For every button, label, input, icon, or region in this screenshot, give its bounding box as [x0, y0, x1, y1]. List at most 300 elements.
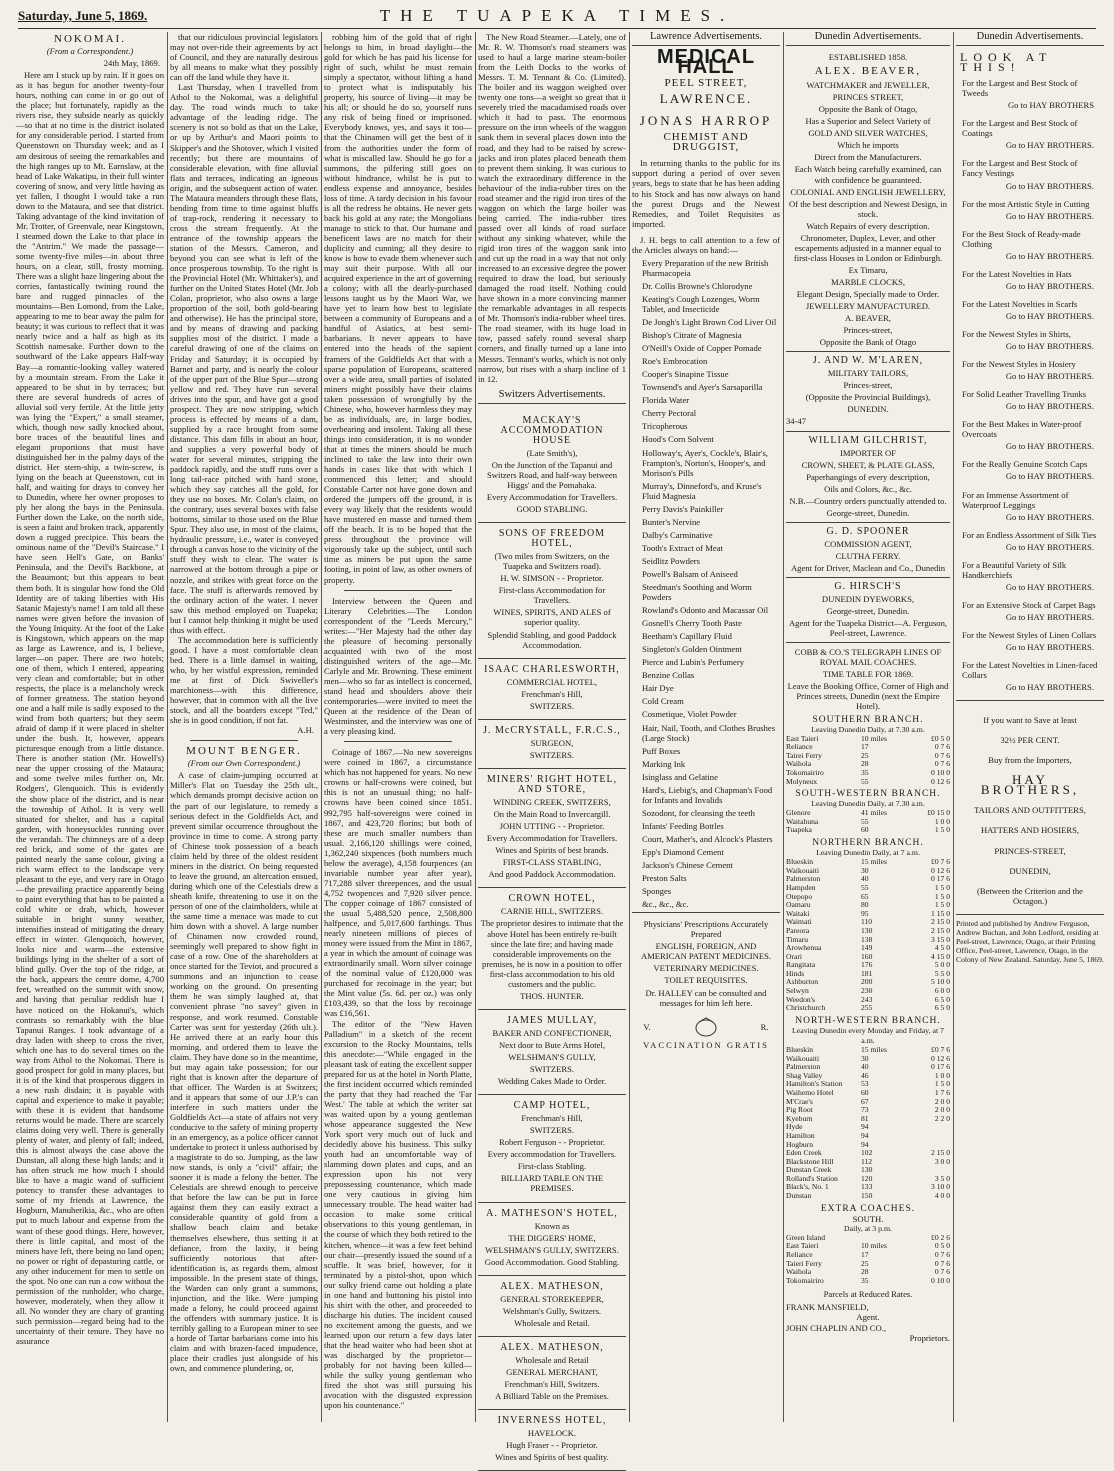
stop-fare: 0 7 6 [934, 1258, 950, 1268]
stop-name: M'Crae's [786, 1096, 813, 1106]
medicine-item: Bunter's Nervine [642, 516, 701, 527]
ad-line: Wedding Cakes Made to Order. [497, 1076, 607, 1087]
beaver-line: COLONIAL AND ENGLISH JEWELLERY, [790, 186, 946, 197]
stop-fare: 1 15 0 [931, 908, 950, 918]
beaver-line: A. BEAVER, [845, 313, 891, 324]
banner-line: LOOK AT THIS! [960, 50, 1053, 75]
stop-name: Hinds [786, 968, 805, 978]
article-paragraph: robbing him of the gold that of right belongs to him, in broad daylight—the gold for which he has paid his license for right of such, whilst he must remain simply a spectator, without lifting a hand to protect what is indisputably his property, his source of living—it may be his all; or should he do so, yourself runs any risk of being fined or imprisoned. Everybody knows, yes, and says it too—that the Chinamen will get the best of it from the authorities under the form of what is miscalled law. Should he go for a summons, the pilfering still goes on without hindrance, whilst he is put to endless expense and annoyance, besides loss of time. A tardy decision in his favour is all the redress he obtains. He never gets back his gold at any rate; the Mongolians manage to stick to that. Our humane and beneficent laws are no match for their duplicity and cunning; all they desire to know is how to evade them whenever such may suit their purpose. With all our acquired experience in the art of governing a colony; with all the dearly-purchased lessons taught us by the Maori War, we have yet to learn how best to legislate between a community of Europeans and a handful of Asiatics, at best semi-barbarians. It never appears to have entered into the heads of the sapient framers of the Goldfields Act that with a sparse population of Europeans, scattered over a wide area, small parties of isolated miners might possibly have their claims taken possession of wrongfully by the Chinese, who, however harmless they may be as individuals, are, in large bodies, overbearing and insolent. Taking all these things into consideration, it is no wonder that at times the miners should be much inclined to take the law into their own hands in cases like that with which I commenced this letter; and should Constable Carter not have gone down and ordered the jumpers off the ground, it is every way likely that the residents would have mustered en masse and turned them off the beach. It is to be hoped that the press throughout the province will vigorously take up the subject, until such time as miners be put upon the same footing, in point of law, as other owners of property. [324, 32, 472, 585]
hirsch-line: Agent for the Tuapeka District—A. Ferguson, Peel-street, Lawrence. [788, 618, 948, 639]
proprietors-line: Proprietors. [909, 1332, 950, 1343]
ad-line: SWITZERS. [529, 700, 575, 711]
beaver-line: Of the best description and Newest Design, in stock. [789, 198, 947, 219]
stop-miles: 17 [861, 742, 869, 752]
masthead [18, 4, 1096, 29]
stop-name: Shag Valley [786, 1070, 823, 1080]
spooner-line: COMMISSION AGENT, [824, 538, 912, 549]
stop-fare: 0 7 6 [934, 750, 950, 760]
hay-entry-go: Go to HAY BROTHERS. [1005, 642, 1094, 653]
ad-line: Frenchman's Hill, Switzers. [504, 1379, 600, 1390]
hay-entry-line: For an Extensive Stock of Carpet Bags [962, 599, 1096, 610]
hay-entry-line: For the most Artistic Style in Cutting [962, 198, 1090, 209]
medicine-item: Keating's Cough Lozenges, Worm Tablet, and Insecticide [642, 293, 760, 314]
medicine-item: Court, Mather's, and Alcock's Plasters [642, 833, 773, 844]
stop-fare: 2 15 0 [931, 917, 950, 927]
stop-fare: 1 7 6 [934, 1087, 950, 1097]
stop-name: Green Island [786, 1232, 826, 1242]
trade-line: CHEMIST AND DRUGGIST, [663, 131, 749, 154]
medicine-item: De Jongh's Light Brown Cod Liver Oil [642, 317, 777, 328]
ad-line: Frenchman's Hill, [521, 688, 583, 699]
stop-miles: 110 [861, 917, 873, 927]
hirsch-line: George-street, Dunedin. [826, 606, 910, 617]
ad-line: On the Junction of the Tapanui and Switzers Road, and half-way between Higgs' and the Pomahaka. [486, 459, 618, 490]
patent-line: ENGLISH, FOREIGN, AND AMERICAN PATENT MEDICINES. [640, 941, 772, 962]
medicine-item: Rowland's Odonto and Macassar Oil [642, 605, 769, 616]
article-paragraph: The editor of the "New Haven Palladium" in a sketch of the recent excursion to the Rocky Mountains, tells this anecdote:—"While engaged in the pleasant task of eating the excellent supper prepared for us at the hotel in North Platte, the first incident occurred which reminded the party that they had reached the 'Far West.' The table at which the writer sat was waited upon by a young gentleman whose appearance suggested the New York sport very much out of luck and decidedly above his business. This sulky youth had an uncomfortable way of slamming down plates and cups, and an expression upon his not very prepossessing countenance, which made one very cautious in giving him unnecessary trouble. The head waiter had occasion to make some critical observations to this young gentleman, in the course of which they both retired to the kitchen, whence—it was a few feet behind our chair—presently issued the sound of a scuffle. It was brief, however, for it terminated by a pistol-shot, upon which our sulky friend came out holding a plate in one hand and buttoning his pistol into his shirt with the other, and proceeded to discharge his duties. The incident caused no excitement among the guests, and we learned upon our return a few days later that the head waiter who had been shot at was discharged by the proprietor—probably for not having been killed—while the sulky young gentleman who fired the shot was still pursuing his avocation with the disgusted expression upon his countenance." [324, 1018, 472, 1411]
hay-entry-line: For the Newest Styles in Shirts, [962, 328, 1071, 339]
stop-miles: 25 [861, 750, 869, 760]
crest-left: V. [643, 1021, 651, 1032]
toilet-line: TOILET REQUISITES. [664, 975, 748, 986]
stop-miles: 35 [861, 1275, 869, 1285]
beaver-line: Which he imports [837, 140, 899, 151]
hay-entry-line: For the Newest Styles in Hosiery [962, 359, 1076, 370]
stop-fare: 0 12 6 [931, 865, 950, 875]
ad-code: 34-47 [786, 416, 807, 427]
medicine-item: Beetham's Capillary Fluid [642, 631, 732, 642]
ad-line: COMMERCIAL HOTEL, [506, 676, 598, 687]
medicine-item: Gosnell's Cherry Tooth Paste [642, 618, 742, 629]
mclaren-line: Princes-street, [843, 380, 893, 391]
stop-name: Black's, No. 1 [786, 1182, 829, 1192]
stop-name: Tuapeka [786, 825, 812, 835]
stop-miles: 73 [861, 1105, 869, 1115]
stop-name: Waimati [786, 917, 812, 927]
ad-line: Every Accommodation for Travellers. [486, 492, 618, 503]
stop-fare: 2 0 0 [934, 1105, 950, 1115]
vet-line: VETERINARY MEDICINES. [653, 963, 759, 974]
stop-miles: 10 miles [861, 733, 887, 743]
cobb-line: TIME TABLE FOR 1869. [822, 669, 914, 680]
save-line: If you want to Save at least [983, 715, 1077, 726]
article-paragraph: Last Thursday, when I travelled from Athol to the Nokomai, was a delightful day. The road winds much to take advantage of the leading ridge. The scenery is not so bold as that on the Lake, or up by Arthur's and Maori points to Skipper's and the Shotover, which I visited recently; but there are mountains of considerable elevation, with fine alluvial flats and terraces, indicating an igneous origin, and the subsequent action of water. The Mataura meanders through these flats, bending from time to time against bluffs of trap-rock, rendering it necessary to cross the stream frequently. At the entrance of the township appears the station of the Messrs. Cameron, and beyond you can see what is left of the once prosperous township. To the right is the Provincial Hotel (Mr. Whittaker's), and further on the United States Hotel (Mr. Job Colan, proprietor, who also owns a large proportion of the soil, both gold-bearing and otherwise). He has the principal store, and by means of drawing and packing supplies most of the district. I made a careful drawing of one of the claims on Friday and Saturday; it is occupied by Barnet and party, and is nearly the colour of the upper part of the Blue Spur—strong yellow and red. They have run several drives into the spur, and have got a good prospect. They are now stripping, which process is effected by means of a dam, supplied by a race brought from some distance. This dam fills in about an hour, and supplies a very powerful body of water for several minutes, stripping the paddock rapidly, and the stuff runs over a long tail-race pitched with hard stone, which they say catches all the gold, for they use no boxes. Mr. Colan's claim, on the contrary, uses several boxes with false bottoms, similar to those used on the Blue Spur. They also use, in most of the claims, hydraulic pressure, i.e., water is conveyed through a canvas hose to the vicinity of the stuff they wish to clear. The water is narrowed at the bottom through a pipe or nozzle, and strikes with great force on the face. The stuff is afterwards removed by the ordinary action of the water. I never saw this method employed on Tuapeka; but I cannot help thinking it might be used thus with effect. [170, 82, 318, 635]
stop-name: Tokomairiro [786, 1275, 824, 1285]
stop-fare: 0 7 6 [934, 1267, 950, 1277]
ad-line: (Two miles from Switzers, on the Tuapeka and Switzers road). [494, 551, 610, 572]
ad-line: Known as [534, 1220, 570, 1231]
ad-heading: ALEX. MATHESON, [500, 1280, 604, 1292]
timetable-note: Daily, at 3 p.m. [844, 1223, 892, 1233]
stop-miles: 10 miles [861, 1241, 887, 1251]
stop-name: Dunstan Creek [786, 1165, 832, 1175]
stop-name: Waitahuna [786, 816, 819, 826]
ad-line: Wines and Spirits of best brands. [495, 845, 609, 856]
medicine-item: Tricopherous [642, 421, 688, 432]
timetable-note: Leaving Dunedin Daily, at 7 a.m. [816, 848, 920, 858]
chaplin-line: JOHN CHAPLIN AND CO., [786, 1322, 887, 1333]
cobb-line: Leave the Booking Office, Corner of High and Princes streets, Dunedin (next the Empire Hotel). [787, 681, 949, 712]
spooner-line: CLUTHA FERRY. [835, 550, 901, 561]
stop-fare: 3 0 0 [934, 1156, 950, 1166]
stop-name: Hogburn [786, 1139, 813, 1149]
ad-line: First-class Accommodation for Travellers. [498, 585, 606, 606]
stop-name: Reliance [786, 1250, 813, 1259]
stop-name: Pig Root [786, 1105, 813, 1115]
stop-name: Waikouaiti [786, 1053, 820, 1063]
timetable-title: NORTH-WESTERN BRANCH. [795, 1015, 941, 1026]
gilchrist-line: CROWN, SHEET, & PLATE GLASS, [801, 459, 935, 470]
switzers-ad [478, 410, 626, 523]
medicine-item: Powell's Balsam of Aniseed [642, 568, 738, 579]
stop-fare: 5 5 0 [934, 968, 950, 978]
medicine-item: Seidlitz Powders [642, 555, 701, 566]
switzers-ad [478, 1095, 626, 1202]
timetable-row [786, 1277, 950, 1286]
stop-name: Palmerston [786, 1062, 821, 1072]
hirsch-line: G. HIRSCH'S [834, 581, 902, 593]
firm-trade2: HATTERS AND HOSIERS, [980, 825, 1080, 836]
medicine-item: Cooper's Sinapine Tissue [642, 369, 729, 380]
ad-line: GENERAL STOREKEEPER, [500, 1293, 604, 1304]
beaver-line: Chronometer, Duplex, Lever, and other escapements adjusted in a manner equal to first-class Houses in London or Edinburgh. [793, 232, 943, 263]
section-heading: Dunedin Advertisements. [786, 32, 950, 46]
ad-line: Next door to Bute Arms Hotel, [499, 1039, 605, 1050]
hay-entry-go: Go to HAY BROTHERS. [1005, 581, 1094, 592]
hay-entry-go: Go to HAY BROTHERS. [1005, 541, 1094, 552]
switzers-ad [478, 769, 626, 888]
stop-fare [906, 1123, 950, 1132]
ad-heading: INVERNESS HOTEL, [497, 1415, 607, 1427]
stop-fare: 0 10 0 [931, 1275, 950, 1285]
stop-miles: 94 [861, 1139, 869, 1149]
stop-name: Tairei Ferry [786, 750, 822, 760]
medicine-item: O'Neill's Oxide of Copper Pomade [642, 343, 762, 354]
ad-line: The proprietor desires to intimate that the above Hotel has been entirely re-built since the late fire; and having made considerable improvements on the premises, he is now in a position to offer first-class accommodation to his old customers and the public. [480, 918, 624, 989]
stop-miles: 120 [861, 1173, 873, 1183]
article-paragraph: The accommodation here is sufficiently good. I have a most comfortable clean bed. There is a little damsel in waiting, who, by her wistful expression, reminded me at first of Dick Swiveller's marchioness—with this difference, however, that in common with all the live stock, and all the boarders except "Ted," she is in good condition, if not fat. [170, 634, 318, 726]
stop-miles: 176 [861, 960, 873, 970]
stop-fare: 0 12 6 [931, 1053, 950, 1063]
ad-line: (Late Smith's), [526, 447, 578, 458]
stop-fare: 0 17 6 [931, 1062, 950, 1072]
buy-line: Buy from the Importers, [988, 755, 1072, 766]
stop-fare: 5 0 0 [934, 960, 950, 970]
firm-city: DUNEDIN, [1009, 865, 1051, 876]
article-paragraph: that our ridiculous provincial legislators may not over-ride their agreements by act of Council, and they are naturally desirous by all means to make what they possibly can off the land while they have it. [170, 32, 318, 83]
ad-line: THE DIGGERS' HOME, [508, 1232, 596, 1243]
medicine-item: Florida Water [642, 395, 690, 406]
stop-miles: 65 [861, 891, 869, 901]
stop-name: Dunstan [786, 1191, 812, 1201]
stop-name: Rolland's Station [786, 1173, 838, 1183]
royal-crest [634, 1016, 778, 1038]
ad-line: FIRST-CLASS STABLING, [502, 857, 602, 868]
beaver-line: Ex Timaru, [848, 264, 888, 275]
stop-name: Blueskin [786, 1044, 814, 1054]
ad-line: WINDING CREEK, SWITZERS, [493, 797, 611, 808]
stop-fare: 1 5 0 [934, 1079, 950, 1089]
ad-heading: SONS OF FREEDOM HOTEL, [498, 528, 606, 550]
beaver-line: Opposite the Bank of Otago [819, 337, 917, 348]
crest-icon [691, 1016, 721, 1038]
established-line: ESTABLISHED 1858. [828, 52, 908, 63]
switzers-ad [478, 1410, 626, 1471]
stop-miles: 102 [861, 1148, 873, 1158]
hay-entry-go: Go to HAY BROTHERS. [1005, 441, 1094, 452]
timetable-title: EXTRA COACHES. [820, 1203, 916, 1214]
stop-miles: 53 [861, 1079, 869, 1089]
medicine-item: Cherry Pectoral [642, 408, 697, 419]
switzers-ad [478, 720, 626, 769]
medicine-item: Steedman's Soothing and Worm Powders [642, 582, 752, 603]
stop-name: Otepopo [786, 891, 813, 901]
stop-fare: £0 7 6 [931, 857, 950, 867]
hay-entry-go: Go to HAY BROTHERS. [1005, 471, 1094, 482]
switzers-ad [478, 1010, 626, 1095]
newspaper-title: THE TUAPEKA TIMES. [379, 6, 735, 25]
hirsch-line: DUNEDIN DYEWORKS, [821, 594, 915, 605]
medicine-item: Bishop's Citrate of Magnesia [642, 330, 742, 341]
hay-entry-go: Go to HAY BROTHERS. [1005, 180, 1094, 191]
stop-fare: £0 5 0 [931, 733, 950, 743]
medicine-item: Hair, Nail, Tooth, and Clothes Brushes (Large Stock) [642, 722, 776, 743]
medicine-item: Holloway's, Ayer's, Cockle's, Blair's, Frampton's, Norton's, Hooper's, and Morison's Pills [642, 447, 768, 478]
ad-heading: ALEX. MATHESON, [500, 1341, 604, 1353]
hay-entry-line: For Solid Leather Travelling Trunks [962, 389, 1087, 400]
stop-fare: 0 7 6 [934, 759, 950, 769]
stop-name: Eden Creek [786, 1148, 822, 1158]
article-byline: (From our Own Correspondent.) [187, 758, 301, 769]
stop-miles: 149 [861, 943, 873, 953]
hay-entry-line: For the Largest and Best Stock of Tweeds [962, 78, 1078, 99]
medical-hall-title: MEDICAL HALL [656, 46, 756, 79]
percent-line: 32½ PER CENT. [1000, 735, 1060, 746]
hay-entry-line: For a Beautiful Variety of Silk Handkerchiefs [962, 559, 1067, 580]
stop-name: Tokomairiro [786, 768, 824, 777]
ad-line: BILLIARD TABLE ON THE PREMISES. [500, 1173, 604, 1194]
stop-miles: 94 [861, 1122, 869, 1132]
stop-name: Christchurch [786, 1003, 826, 1013]
medicine-item: Benzine Collas [642, 670, 695, 681]
stop-name: Ashburton [786, 977, 819, 987]
beaver-line: JEWELLERY MANUFACTURED. [805, 301, 931, 312]
stop-name: Oamaru [786, 900, 811, 910]
stop-miles: 30 [861, 1053, 869, 1063]
stop-miles: 28 [861, 1267, 869, 1277]
firm-name: HAY BROTHERS, [980, 772, 1080, 798]
stop-fare: 3 10 0 [931, 1182, 950, 1192]
stop-miles: 130 [861, 1165, 873, 1175]
stop-fare: 4 5 0 [934, 943, 950, 953]
hay-entry-go: Go to HAY BROTHERS. [1005, 682, 1094, 693]
imprint: Printed and published by Andrew Ferguson, Andrew Buchan, and John Ledford, residing at Peel-street, Lawrence, Otago, at their Printing Office, Peel-street, Lawrence, Otago, in the Colony of New Zealand. Saturday, June 5, 1869. [956, 914, 1104, 964]
timetable-note: Leaving Dunedin Daily, at 7.30 a.m. [811, 799, 925, 809]
stop-miles: 138 [861, 934, 873, 944]
ad-line: GOOD STABLING. [516, 504, 588, 515]
article-paragraph: Here am I stuck up by rain. If it goes on as it has begun for another twenty-four hours, nothing can come in or go out of the place; but fortunately, rapidly as the rivers rise, they subside nearly as quickly—so that at no time is the district isolated for any considerable period. I started from Queenstown on Thursday week; and as I am desirous of seeing the remarkables and the high ranges up to Mt. Earnslaw, at the head of Lake Wakatipu, in their full winter covering of snow, and very little having as yet fallen, I thought I would take a run down to the Mataura, and see that district. Taking advantage of the kind invitation of Mr. Trotter, of Greenvale, near Kingstown, I steamed down the Lake to that place in the "Antrim." We made the passage—some twenty-five miles—in about three hours, on a clear, still, frosty morning. There was a slight haze lingering about the corries, fantastically twining round the bare and rugged pinnacles of the mountains—Ben Lomond, from the Lake, appearing to me to bear away the palm for beauty; it was curious to reflect that it was nearly twice and a half as high as its Scottish namesake. Further down to the southward of the Lake appears Half-way Bay—a romantic-looking valley watered by a mountain stream. From the Lake it appeared to be shut in by terraces; but there are several hundreds of acres of alluvial soil very fertile. At the little jetty was lying the "Expert," a small steamer, which, though now sadly knocked about, bore traces of the beautiful lines and elegant proportions that must have distinguished her in the palmy days of the district. Her stern-ship, a twin-screw, is lying on the beach at Queenstown, cut in half, and waiting for drays to convey her to Dunedin, where her owner proposes to ply her along the bays in the Peninsula. Further down the Lake, on the north side, is seen a faint and broken track, apparently down a rugged precipice. This bears the ominous name of the "Devil's Staircase." I have seen Hell's Gate, on Banks' Peninsula, and the Devil's Backbone, at the Beaumont; but this appears to beat them both. It is singular how fond the Old Identity are of taking liberties with His Satanic Majesty's name! I am told all these names were given before the invasion of the Young Iniquity. At the foot of the Lake is Kingstown, which appears on the map as large as Lawrence, and is, I believe, larger—on paper. There are two hotels; one of them, which I entered, appearing very clean and comfortable; but in other respects, the place is a melancholy wreck of former greatness. The station beyond one and a half mile is sadly exposed to the wind from both quarters; but they seem afraid of damp if it were placed in shelter under the bush. It, however, appears picturesque enough from a little distance. There is another station (Mr. Howell's) near the upper crossing of the Mataura; and some twelve miles further on, Mr. Rodgers', Glenquoich. This is evidently the show place of the district, and is near the township of Athol. It is very well situated for shelter, and has a capital garden, with honeysuckles running over the verandah. The chimneys are of a deep red brick, and some of the gates are painted nearly the same colour, giving a rich warm effect to the landscape very pleasant to the eye, and very rare in Otago—the prevailing practice apparently being to paint everything that has to be painted a cold white or drab, which, however suitable in bright sunny weather, intensifies instead of mitigating the dreary effect in winter. Glenquoich, however, looks nice and warm—the extensive buildings lying in the shelter of a sort of blind gully. Over the top of the ridge, at the back, appears the centre dome, 4,700 feet, wreathed on the summit with snow, and having that peculiar reddish hue I have noticed on the Hokanui's, which contrasts so remarkably with the blue Tapanui Ranges. I took advantage of a dray laden with sheep to cross the river, which one has to do several times on the way from Athol to the Nokomai. There is good prospect for gold in many places, but it is of the kind that prosperous diggers in a new rush disdain; it is payable with capital and experience to make it payable; with these it is evident that handsome returns would be made. There are scarcely claims doing very well. There is generally plenty of water, and plenty of fall; indeed, this is almost always the case above the Dunstan, all along these high lands; and it has often struck me how much I should like to have a magic wand of sufficient potency to transfer these advantages to some of my friends at Lawrence, the Hogburn, Manuherikia, &c., who are often put to much labour and expense from the want of these good things. Here, however, there is little capital, and most of the miners have left, there being no land open; no power or right of depasturing cattle, or any other inducement for men to settle on the spot. No one can run a cow without the permission of the runholder, who charge, however, moderately, when they allow it all. No wonder they are chary of granting such permission—regard being had to the uncertainty of their tenure. They have no assurance [16, 70, 164, 1347]
gilchrist-line: N.B.—Country orders punctually attended to. [789, 495, 947, 506]
stop-miles: 243 [861, 994, 873, 1004]
switzers-ad [478, 1337, 626, 1410]
article-title: MOUNT BENGER. [186, 745, 302, 758]
stop-miles: 60 [861, 1087, 869, 1097]
ad-line: BAKER AND CONFECTIONER, [492, 1027, 612, 1038]
gilchrist-line: IMPORTER OF [839, 447, 897, 458]
mclaren-line: MILITARY TAILORS, [827, 368, 909, 379]
beaver-street: PRINCES STREET, [832, 92, 904, 103]
hay-entry-line: For the Really Genuine Scotch Caps [962, 459, 1088, 470]
medicine-item: Pierce and Lubin's Perfumery [642, 657, 745, 668]
stop-fare: £0 7 6 [931, 1044, 950, 1054]
stop-miles: 17 [861, 1250, 869, 1259]
stop-name: Blueskin [786, 857, 814, 867]
ad-line: Welshman's Gully, Switzers. [502, 1305, 602, 1316]
stop-name: East Taieri [786, 733, 819, 743]
switzers-ad [478, 1203, 626, 1276]
ad-line: WINES, SPIRITS, AND ALES of superior quality. [493, 607, 611, 628]
stop-name: Hampden [786, 882, 816, 892]
vaccination-line: VACCINATION GRATIS [643, 1039, 769, 1050]
hay-entry-go: Go to HAY BROTHERS. [1005, 280, 1094, 291]
stop-miles: 28 [861, 759, 869, 769]
medicine-item: Puff Boxes [642, 745, 681, 756]
ad-line: SWITZERS. [529, 1125, 575, 1136]
stop-fare: 6 0 0 [934, 986, 950, 996]
hay-entry-go: Go to HAY BROTHERS. [1005, 140, 1094, 151]
hay-entry-line: For the Best Makes in Water-proof Overcoats [962, 419, 1082, 440]
medicine-item: Dalby's Carminative [642, 529, 713, 540]
stop-name: Orari [786, 951, 803, 961]
timetable-row [786, 1004, 950, 1013]
timetable-row [786, 778, 950, 787]
stop-miles: 46 [861, 1070, 869, 1080]
stop-name: Blackstone Hill [786, 1156, 834, 1166]
stop-miles: 25 [861, 1258, 869, 1268]
stop-fare: 6 5 0 [934, 994, 950, 1004]
column-dunedin [786, 32, 950, 1422]
beaver-name: ALEX. BEAVER, [814, 65, 922, 78]
ad-heading: ISAAC CHARLESWORTH, [484, 663, 620, 675]
ad-line: WELSHMAN'S GULLY, SWITZERS. [485, 1244, 619, 1255]
cobb-line: COBB & CO.'S TELEGRAPH LINES OF ROYAL MAIL COACHES. [794, 647, 942, 668]
ad-line: Splendid Stabling, and good Paddock Accommodation. [487, 629, 617, 650]
stop-miles: 230 [861, 986, 873, 996]
ad-heading: A. MATHESON'S HOTEL, [486, 1207, 618, 1219]
hay-entry-line: For an Endless Assortment of Silk Ties [962, 529, 1097, 540]
stop-name: East Taieri [786, 1241, 819, 1251]
hay-entry-go: Go to HAY BROTHERS. [1005, 341, 1094, 352]
hay-entry-line: For the Best Stock of Ready-made Clothing [962, 228, 1081, 249]
stop-fare: 1 0 0 [934, 1070, 950, 1080]
stop-name: Palmerston [786, 874, 821, 884]
gilchrist-line: Paperhangings of every description, [806, 471, 930, 482]
timetable-note: Leaving Dunedin every Monday and Friday, at 7 a.m. [792, 1025, 944, 1045]
stop-name: Glenore [786, 808, 811, 818]
hay-entry-go: Go to HAY BROTHERS. [1005, 511, 1094, 522]
switzers-ad [478, 523, 626, 659]
section-heading: Dunedin Advertisements. [956, 32, 1104, 46]
stop-fare: 4 0 0 [934, 1191, 950, 1201]
timetable-row [786, 1192, 950, 1201]
firm-between: (Between the Criterion and the Octagon.) [977, 885, 1083, 906]
article-byline: (From a Correspondent.) [46, 46, 134, 57]
mclaren-line: (Opposite the Provincial Buildings), [805, 392, 931, 403]
stop-miles: 15 miles [861, 857, 887, 867]
beaver-line: Princes-street, [843, 325, 893, 336]
timetable-row [786, 826, 950, 835]
medicine-item: Singleton's Golden Ointment [642, 644, 742, 655]
street-line: PEEL STREET, [664, 77, 748, 90]
switzers-ad [478, 888, 626, 1009]
hay-entry-line: For the Latest Novelties in Scarfs [962, 298, 1078, 309]
ad-line: Every accommodation for Travellers. [487, 1149, 617, 1160]
timetable-title: SOUTHERN BRANCH. [812, 714, 924, 725]
gilchrist-line: Oils and Colors, &c., &c. [824, 483, 912, 494]
prescriptions-line: Physicians' Prescriptions Accurately Prepared [643, 919, 769, 940]
medicine-list [632, 258, 780, 909]
article-title: NOKOMAI. [54, 33, 126, 45]
ad-line: Wines and Spirits of best quality. [495, 1452, 609, 1463]
firm-trade: TAILORS AND OUTFITTERS, [974, 805, 1086, 816]
medicine-item: Townsend's and Ayer's Sarsaparilla [642, 382, 763, 393]
hay-entry-line: For the Largest and Best Stock of Fancy Vestings [962, 158, 1078, 179]
stop-fare: 0 17 6 [931, 874, 950, 884]
beaver-line: Has a Superior and Select Variety of [805, 116, 931, 127]
hay-entry-line: For an Immense Assortment of Waterproof Leggings [962, 489, 1069, 510]
ad-line: On the Main Road to Invercargill. [493, 809, 611, 820]
stop-fare: 2 15 0 [931, 1148, 950, 1158]
stop-miles: 112 [861, 1156, 873, 1166]
hay-entry-line: For the Largest and Best Stock of Coatings [962, 118, 1078, 139]
ad-line: And good Paddock Accommodation. [488, 869, 616, 880]
column-1 [16, 32, 164, 1422]
issue-date: Saturday, June 5, 1869. [18, 8, 148, 23]
ad-line: HAVELOCK. [527, 1428, 577, 1439]
beaver-line: Opposite the Bank of Otago, [818, 104, 918, 115]
article-paragraph: The New Road Steamer.—Lately, one of Mr. R. W. Thomson's road steamers was used to haul a large marine steam-boiler from the Leith Docks to the works of Messrs. T. M. Tennant & Co. (Limited). The boiler and its waggon weighed over twenty one tons—a weight so great that it severely tried the macadamised roads over which it had to pass. The enormous pressure on the iron wheels of the waggon sank them in several places down into the road, and they had to be raised by screw-jacks and iron plates placed beneath them to prevent them sinking. It was curious to watch the extraordinary difference in the behaviour of the india-rubber tires on the road steamer and the rigid iron tires of the waggon on which the large boiler was being carried. The india-rubber tires passed over all kinds of road surface without any sinking whatever, while the rigid iron tires of the waggon sank into and cut up the road in a way that not only increased to an excessive degree the power required to draw the load, but seriously damaged the road itself. Nothing could have shown in a more convincing manner the remarkable advantages in all respects of Mr. Thomson's india-rubber wheel tires. The road steamer, with its huge load in tow, passed safely round several sharp corners, and finally turned up a lane into Messrs. Tennant's works, which is not only narrow, but rises with a sharp incline of 1 in 12. [478, 32, 627, 384]
column-4 [478, 32, 627, 1463]
ad-line: H. W. SIMSON - - Proprietor. [500, 573, 604, 584]
medicine-item: Jackson's Chinese Cement [642, 860, 733, 871]
ad-heading: CAMP HOTEL, [513, 1100, 591, 1112]
column-3 [324, 32, 472, 1422]
stop-fare: 5 10 0 [931, 977, 950, 987]
ad-line: First-class Stabling. [517, 1161, 587, 1172]
medicine-item: Sozodont, for cleansing the teeth [642, 807, 755, 818]
medicine-item: &c., &c., &c. [642, 899, 689, 910]
medicine-item: Hood's Corn Solvent [642, 434, 714, 445]
stop-fare: 1 5 0 [934, 882, 950, 892]
stop-name: Rangitata [786, 960, 816, 970]
stop-miles: 150 [861, 1191, 873, 1201]
stop-fare: 4 15 0 [931, 951, 950, 961]
column-6 [956, 32, 1104, 1422]
medicine-item: Perry Davis's Painkiller [642, 503, 724, 514]
medicine-item: Preston Salts [642, 873, 687, 884]
stop-miles: 55 [861, 816, 869, 826]
switzers-ad [478, 1276, 626, 1337]
medicine-item: Roe's Embrocation [642, 356, 708, 367]
stop-miles: 80 [861, 900, 869, 910]
gilchrist-line: WILLIAM GILCHRIST, [808, 434, 928, 446]
stop-miles: 55 [861, 776, 869, 786]
hay-entry-go: Go to HAY BROTHERS. [1005, 611, 1094, 622]
stop-name: Hamilton's Station [786, 1079, 843, 1089]
medicine-item: Isinglass and Gelatine [642, 771, 718, 782]
stop-fare: 1 5 0 [934, 900, 950, 910]
medicine-item: Every Preparation of the new British Pharmacopeia [642, 257, 769, 278]
